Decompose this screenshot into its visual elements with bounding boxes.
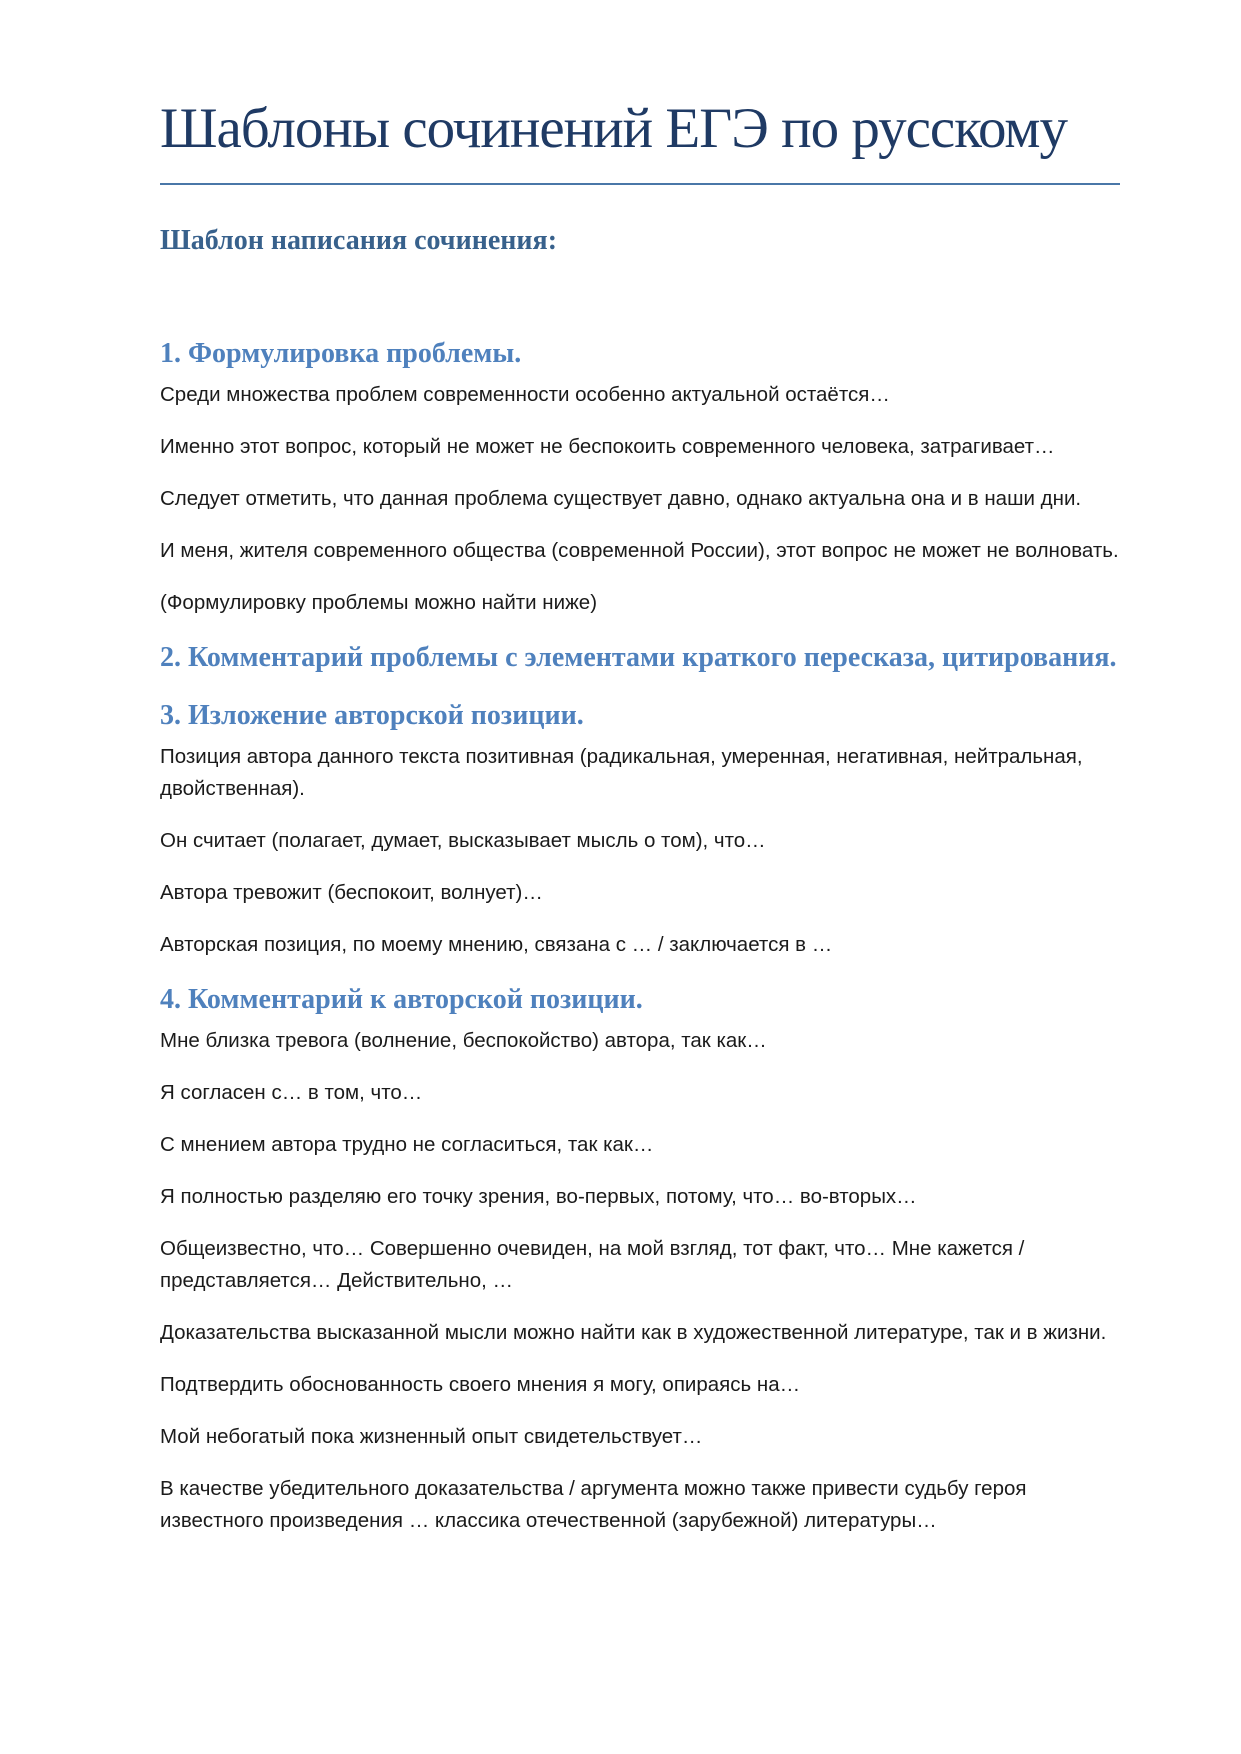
section-2 bbox=[160, 639, 1120, 677]
paragraph: Авторская позиция, по моему мнению, связана с … / заключается в … bbox=[160, 933, 833, 957]
paragraph: Следует отметить, что данная проблема существует давно, однако актуальна она и в наши дни. bbox=[160, 487, 1082, 511]
paragraph: С мнением автора трудно не согласиться, так как… bbox=[160, 1133, 654, 1157]
document-title: Шаблоны сочинений ЕГЭ по русскому bbox=[160, 95, 1120, 185]
paragraph: Именно этот вопрос, который не может не беспокоить современного человека, затрагивает… bbox=[160, 435, 1055, 459]
section-4 bbox=[160, 981, 1120, 1537]
section-3 bbox=[160, 697, 1120, 961]
section-3-heading: 3. Изложение авторской позиции. bbox=[160, 700, 584, 732]
section-1 bbox=[160, 335, 1120, 619]
paragraph: Подтвердить обоснованность своего мнения я могу, опираясь на… bbox=[160, 1373, 801, 1397]
paragraph: Мой небогатый пока жизненный опыт свидетельствует… bbox=[160, 1425, 703, 1449]
paragraph: В качестве убедительного доказательства / аргумента можно также привести судьбу героя известного произведения … классика отечественной (зарубежной) литературы… bbox=[160, 1477, 1027, 1533]
paragraph: Он считает (полагает, думает, высказывает мысль о том), что… bbox=[160, 829, 766, 853]
paragraph: Я согласен с… в том, что… bbox=[160, 1081, 423, 1105]
paragraph: Позиция автора данного текста позитивная (радикальная, умеренная, негативная, нейтральная, двойственная). bbox=[160, 745, 1083, 801]
paragraph: Среди множества проблем современности особенно актуальной остаётся… bbox=[160, 383, 890, 407]
paragraph: Мне близка тревога (волнение, беспокойство) автора, так как… bbox=[160, 1029, 767, 1053]
paragraph: Доказательства высказанной мысли можно найти как в художественной литературе, так и в жизни. bbox=[160, 1321, 1107, 1345]
paragraph: Общеизвестно, что… Совершенно очевиден, на мой взгляд, тот факт, что… Мне кажется / представляется… Действительно, … bbox=[160, 1237, 1025, 1293]
paragraph: Я полностью разделяю его точку зрения, во-первых, потому, что… во-вторых… bbox=[160, 1185, 917, 1209]
paragraph: (Формулировку проблемы можно найти ниже) bbox=[160, 591, 598, 615]
section-1-heading: 1. Формулировка проблемы. bbox=[160, 338, 522, 370]
paragraph: И меня, жителя современного общества (современной России), этот вопрос не может не волновать. bbox=[160, 539, 1119, 563]
section-4-heading: 4. Комментарий к авторской позиции. bbox=[160, 984, 643, 1016]
section-2-heading: 2. Комментарий проблемы с элементами краткого пересказа, цитирования. bbox=[160, 642, 1117, 674]
paragraph: Автора тревожит (беспокоит, волнует)… bbox=[160, 881, 543, 905]
document-subtitle: Шаблон написания сочинения: bbox=[160, 225, 558, 257]
